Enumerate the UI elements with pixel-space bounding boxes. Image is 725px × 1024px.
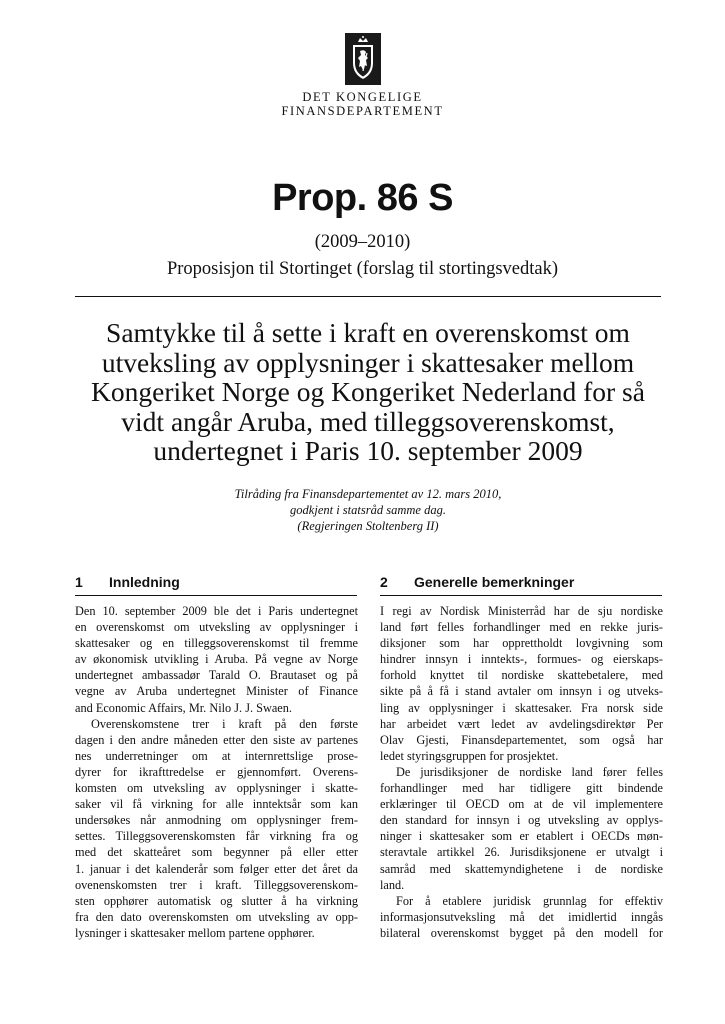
proposition-number: Prop. 86 S bbox=[272, 177, 453, 219]
text-line: I regi av Nordisk Ministerråd har de sju nordiske bbox=[380, 604, 663, 618]
text-line: land. bbox=[380, 877, 405, 892]
text-line: and Economic Affairs, Mr. Nilo J. J. Swaen. bbox=[75, 700, 292, 715]
approval-line: (Regjeringen Stoltenberg II) bbox=[297, 519, 439, 533]
text-line: vegne av Aruba undertegnet Minister of Finance bbox=[75, 684, 358, 699]
section-1-heading bbox=[75, 573, 180, 593]
document-title-line: vidt angår Aruba, med tilleggsoverenskomst, bbox=[121, 405, 615, 437]
text-line: Olav Gjesti, Finansdepartementet, som også har bbox=[380, 732, 663, 747]
text-line: dyrer for ikrafttredelse er gjennomført. Overens- bbox=[75, 764, 358, 779]
section-2-body bbox=[380, 603, 663, 941]
document-title bbox=[70, 318, 666, 466]
text-line: steravtale artikkel 26. Jurisdiksjonene er utvalgt i bbox=[380, 845, 663, 860]
text-line: sikte på å få i stand avtaler om innsyn i og utveks- bbox=[380, 684, 663, 699]
ministry-line-1: DET KONGELIGE bbox=[302, 90, 423, 104]
text-line: settes. Tilleggsoverenskomsten får virkning fra og bbox=[75, 829, 358, 844]
section-2-rule bbox=[380, 595, 662, 596]
text-line: undersøkes når anmodning om opplysninger frem- bbox=[75, 813, 358, 828]
section-1-rule bbox=[75, 595, 357, 596]
ministry-line-2: FINANSDEPARTEMENT bbox=[281, 104, 444, 118]
text-line: fra den dato overenskomsten om utveksling av opp- bbox=[75, 909, 358, 924]
norwegian-coat-of-arms-icon bbox=[345, 33, 381, 85]
text-line: erklæringer til OECD om at de vil implementere bbox=[380, 797, 663, 812]
text-line: For å etablere juridisk grunnlag for effektiv bbox=[396, 893, 663, 908]
document-title-line: Kongeriket Norge og Kongeriket Nederland for så bbox=[91, 376, 645, 407]
text-line: komsten om utveksling av opplysninger i skatte- bbox=[75, 781, 358, 796]
text-line: 1. januar i det kalenderår som følger etter det året da bbox=[75, 861, 358, 876]
text-line: den standard for innsyn i og utveksling av opplys- bbox=[380, 813, 663, 828]
text-line: undertegnet ambassadør Tarald O. Brautaset og på bbox=[75, 668, 358, 683]
text-line: har arbeidet vært ledet av avdelingsdirektør Per bbox=[380, 716, 663, 731]
text-line: saker vil få virkning for alle inntektsår som kan bbox=[75, 797, 358, 812]
text-line: en overenskomst om utveksling av opplysninger i bbox=[75, 620, 358, 635]
section-1-number: 1 bbox=[75, 574, 83, 590]
section-1-title: Innledning bbox=[109, 574, 180, 590]
text-line: skattesaker og en tilleggsoverenskomst til fremme bbox=[75, 636, 358, 651]
text-line: av økonomisk utvikling i Aruba. På vegne av Norge bbox=[75, 652, 358, 667]
text-line: ninger i skattesaker som er etablert i OECDs møn- bbox=[380, 829, 663, 844]
session-years: (2009–2010) bbox=[314, 232, 411, 252]
section-1-body bbox=[75, 603, 358, 941]
text-line: Overenskomstene trer i kraft på den første bbox=[91, 716, 358, 731]
text-line: land ført felles forhandlinger med en rekke juris- bbox=[380, 620, 663, 635]
text-line: ovenenskomsten trer i kraft. Tilleggsoverenskom- bbox=[75, 877, 358, 892]
ministry-name bbox=[260, 90, 465, 118]
approval-line: godkjent i statsråd samme dag. bbox=[290, 503, 446, 517]
text-line: Den 10. september 2009 ble det i Paris undertegnet bbox=[75, 604, 358, 618]
text-line: med det skatteåret som begynner på eller etter bbox=[75, 845, 358, 860]
approval-line: Tilråding fra Finansdepartementet av 12. mars 2010, bbox=[234, 487, 502, 501]
title-divider bbox=[75, 296, 661, 297]
text-line: diksjoner som har opprettholdt lovgivning som bbox=[380, 636, 663, 651]
section-2-heading bbox=[380, 573, 574, 593]
approval-note bbox=[150, 486, 586, 534]
text-line: dagen i den andre måneden etter den siste av partenes bbox=[75, 732, 358, 747]
text-line: hindrer innsyn i inntekts-, formues- og eierskaps- bbox=[380, 652, 663, 667]
text-line: informasjonsutveksling må det imidlertid inngås bbox=[380, 909, 663, 924]
text-line: ling av opplysninger i skattesaker. Fra norsk side bbox=[380, 700, 663, 715]
section-2-number: 2 bbox=[380, 574, 388, 590]
text-line: ledet styringsgruppen for prosjektet. bbox=[380, 748, 559, 763]
text-line: samråd med skattemyndighetene i de nordiske bbox=[380, 861, 663, 876]
text-line: forhandlinger med har tidligere gitt bindende bbox=[380, 781, 663, 796]
text-line: forhold knyttet til nordiske skattebetalere, med bbox=[380, 668, 663, 683]
text-line: De jurisdiksjoner de nordiske land fører felles bbox=[396, 764, 663, 779]
document-title-line: Samtykke til å sette i kraft en overenskomst om bbox=[106, 317, 630, 348]
document-title-line: utveksling av opplysninger i skattesaker mellom bbox=[101, 346, 635, 378]
text-line: sten opphører automatisk og slutter å ha virkning bbox=[75, 893, 358, 908]
section-2-title: Generelle bemerkninger bbox=[414, 574, 575, 590]
text-line: bilateral overenskomst bygget på den modell for bbox=[380, 925, 663, 940]
proposition-subtitle: Proposisjon til Stortinget (forslag til stortingsvedtak) bbox=[166, 259, 559, 279]
text-line: nes underretninger om at internrettslige prose- bbox=[75, 748, 358, 763]
document-title-line: undertegnet i Paris 10. september 2009 bbox=[153, 435, 583, 466]
text-line: lysninger i skattesaker mellom partene opphører. bbox=[75, 925, 315, 940]
